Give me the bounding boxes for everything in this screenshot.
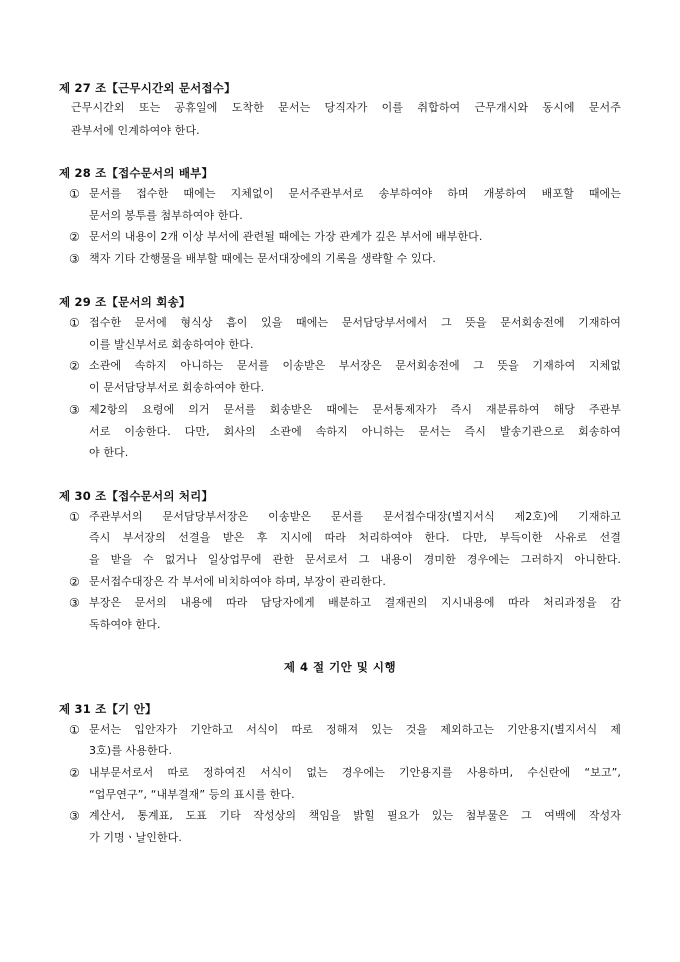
article-31-item-2-line-1: 내부문서로서 따로 정하여진 서식이 없는 경우에는 기안용지를 사용하며, 수신란에 “보고”, <box>89 766 621 779</box>
article-30-item-1-number: ① <box>69 510 80 524</box>
article-30-item-3-line-1: 부장은 문서의 내용에 따라 담당자에게 배분하고 결재권의 지시내용에 따라 처리과정을 감 <box>89 596 621 609</box>
article-28-heading: 제 28 조【접수문서의 배부】 <box>59 166 214 180</box>
article-28-item-2-line-1: 문서의 내용이 2개 이상 부서에 관련될 때에는 가장 관계가 깊은 부서에 배부한다. <box>89 230 483 243</box>
article-29-item-3-line-3: 야 한다. <box>89 446 129 459</box>
article-29-heading: 제 29 조【문서의 회송】 <box>59 295 191 309</box>
article-27-text-line-2: 관부서에 인계하여야 한다. <box>71 124 200 137</box>
article-29-item-2-line-2: 이 문서담당부서로 회송하여야 한다. <box>89 381 265 394</box>
article-28-item-3-line-1: 책자 기타 간행물을 배부할 때에는 문서대장에의 기록을 생략할 수 있다. <box>89 252 437 265</box>
article-28-item-1-number: ① <box>69 187 80 201</box>
article-31-heading: 제 31 조【기 안】 <box>59 702 157 716</box>
article-28-item-1-line-1: 문서를 접수한 때에는 지체없이 문서주관부서로 송부하여야 하며 개봉하여 배포할 때에는 <box>89 187 621 200</box>
article-30-item-2-line-1: 문서접수대장은 각 부서에 비치하여야 하며, 부장이 관리한다. <box>89 575 386 588</box>
article-31-item-3-line-1: 계산서, 통계표, 도표 기타 작성상의 책임을 밝힐 필요가 있는 첨부물은 그 여백에 작성자 <box>89 809 621 822</box>
article-30-item-1-line-3: 을 받을 수 없거나 일상업무에 관한 문서로서 그 내용이 경미한 경우에는 그러하지 아니한다. <box>89 553 621 566</box>
article-29-item-1-number: ① <box>69 316 80 330</box>
article-30-item-1-line-2: 즉시 부서장의 선결을 받은 후 지시에 따라 처리하여야 한다. 다만, 부득이한 사유로 선결 <box>89 531 621 544</box>
article-30-heading: 제 30 조【접수문서의 처리】 <box>59 489 214 503</box>
article-28-item-2-number: ② <box>69 230 80 244</box>
article-30-item-2-number: ② <box>69 575 80 589</box>
article-31-item-1-line-1: 문서는 입안자가 기안하고 서식이 따로 정해져 있는 것을 제외하고는 기안용지(별지서식 제 <box>89 723 621 736</box>
article-29-item-2-number: ② <box>69 359 80 373</box>
article-29-item-3-line-2: 서로 이송한다. 다만, 회사의 소관에 속하지 아니하는 문서는 즉시 발송기관으로 회송하여 <box>89 425 621 438</box>
article-31-item-3-line-2: 가 기명ㆍ날인한다. <box>89 831 183 844</box>
article-30-item-3-number: ③ <box>69 596 80 610</box>
chapter-4-heading: 제 4 절 기안 및 시행 <box>283 660 397 674</box>
article-29-item-1-line-2: 이를 발신부서로 회송하여야 한다. <box>89 338 254 351</box>
article-31-item-2-line-2: “업무연구”, “내부결재” 등의 표시를 한다. <box>89 788 295 801</box>
article-31-item-3-number: ③ <box>69 809 80 823</box>
article-28-item-3-number: ③ <box>69 252 80 266</box>
article-27-text-line-1: 근무시간외 또는 공휴일에 도착한 문서는 당직자가 이를 취합하여 근무개시와 동시에 문서주 <box>71 101 621 114</box>
article-29-item-2-line-1: 소관에 속하지 아니하는 문서를 이송받은 부서장은 문서회송전에 그 뜻을 기재하여 지체없 <box>89 359 621 372</box>
article-31-item-1-number: ① <box>69 723 80 737</box>
article-30-item-3-line-2: 독하여야 한다. <box>89 618 161 631</box>
article-27-heading: 제 27 조【근무시간외 문서접수】 <box>59 81 236 95</box>
article-29-item-3-line-1: 제2항의 요령에 의거 문서를 회송받은 때에는 문서통제자가 즉시 재분류하여 해당 주관부 <box>89 403 621 416</box>
article-28-item-1-line-2: 문서의 봉투를 첨부하여야 한다. <box>89 209 243 222</box>
article-30-item-1-line-1: 주관부서의 문서담당부서장은 이송받은 문서를 문서접수대장(별지서식 제2호)에 기재하고 <box>89 510 621 523</box>
article-31-item-2-number: ② <box>69 766 80 780</box>
article-29-item-1-line-1: 접수한 문서에 형식상 흠이 있을 때에는 문서담당부서에서 그 뜻을 문서회송전에 기재하여 <box>89 316 621 329</box>
article-31-item-1-line-2: 3호)를 사용한다. <box>89 744 173 757</box>
article-29-item-3-number: ③ <box>69 403 80 417</box>
